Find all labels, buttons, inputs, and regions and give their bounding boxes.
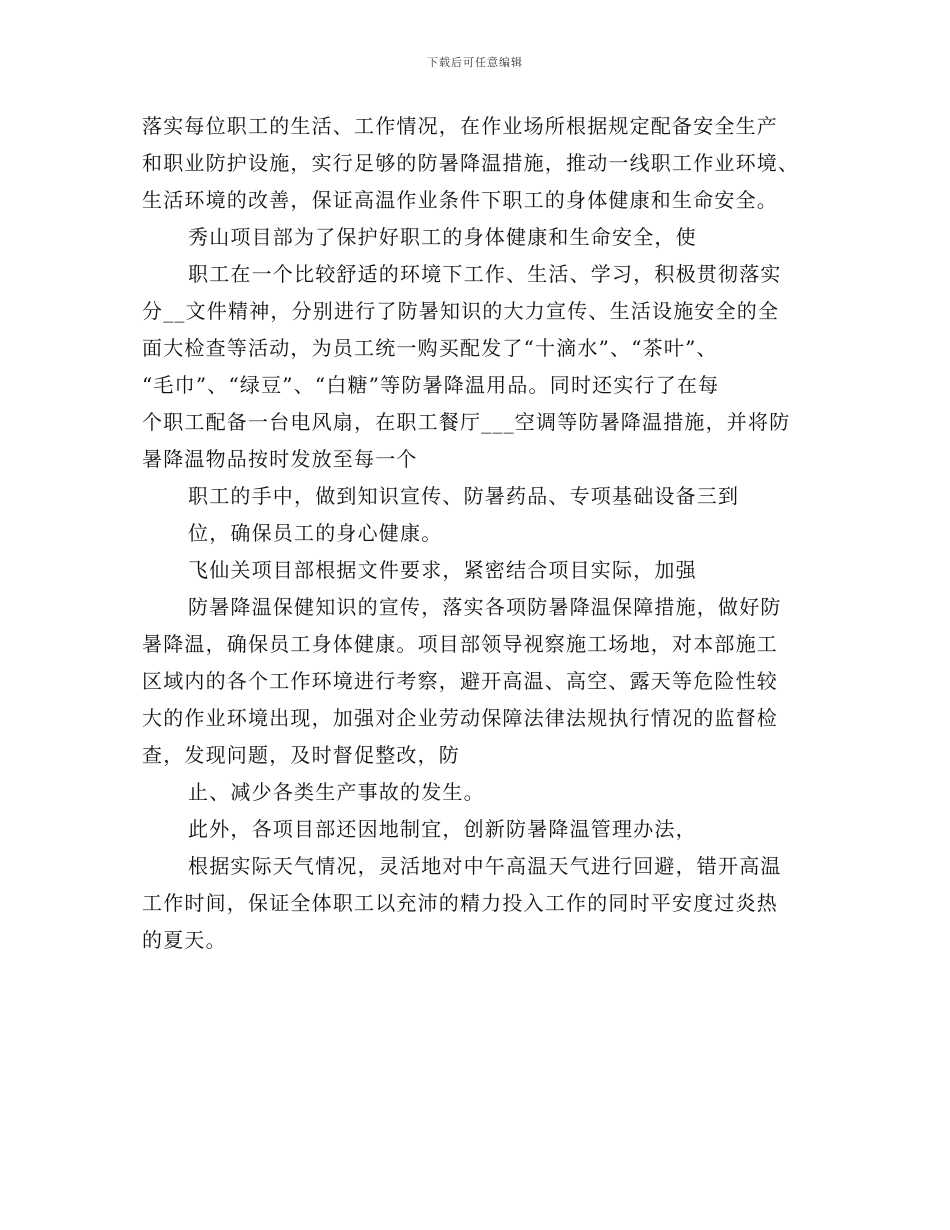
- text-line: 查，发现问题，及时督促整改，防: [142, 743, 460, 767]
- text-line: 落实每位职工的生活、工作情况，在作业场所根据规定配备安全生产: [142, 114, 778, 138]
- text-line: 分__文件精神，分别进行了防暑知识的大力宣传、生活设施安全的全: [142, 299, 780, 323]
- text-line: 区域内的各个工作环境进行考察，避开高温、高空、露天等危险性较: [142, 669, 778, 693]
- text-line: 面大检查等活动，为员工统一购买配发了“十滴水”、“茶叶”、: [142, 336, 718, 360]
- text-line: “毛巾”、“绿豆”、“白糖”等防暑降温用品。同时还实行了在每: [142, 373, 720, 397]
- text-line: 秀山项目部为了保护好职工的身体健康和生命安全，使: [188, 225, 697, 249]
- text-line: 个职工配备一台电风扇，在职工餐厅___空调等防暑降温措施，并将防: [142, 410, 791, 434]
- text-line: 和职业防护设施，实行足够的防暑降温措施，推动一线职工作业环境、: [142, 151, 800, 175]
- text-line: 职工的手中，做到知识宣传、防暑药品、专项基础设备三到: [188, 484, 740, 508]
- text-line: 大的作业环境出现，加强对企业劳动保障法律法规执行情况的监督检: [142, 706, 778, 730]
- text-line: 根据实际天气情况，灵活地对中午高温天气进行回避，错开高温: [188, 854, 782, 878]
- text-line: 暑降温物品按时发放至每一个: [142, 447, 418, 471]
- text-line: 职工在一个比较舒适的环境下工作、生活、学习，积极贯彻落实: [188, 262, 782, 286]
- text-line: 生活环境的改善，保证高温作业条件下职工的身体健康和生命安全。: [142, 188, 778, 212]
- text-line: 工作时间，保证全体职工以充沛的精力投入工作的同时平安度过炎热: [142, 891, 778, 915]
- text-line: 止、减少各类生产事故的发生。: [188, 780, 485, 804]
- text-line: 防暑降温保健知识的宣传，落实各项防暑降温保障措施，做好防: [188, 595, 782, 619]
- page-header-note: 下载后可任意编辑: [427, 56, 523, 69]
- text-line: 飞仙关项目部根据文件要求，紧密结合项目实际，加强: [188, 558, 697, 582]
- text-line: 暑降温，确保员工身体健康。项目部领导视察施工场地，对本部施工: [142, 632, 778, 656]
- document-body: [142, 108, 822, 959]
- text-line: 的夏天。: [142, 928, 227, 952]
- text-line: 此外，各项目部还因地制宜，创新防暑降温管理办法，: [188, 817, 697, 841]
- text-line: 位，确保员工的身心健康。: [188, 521, 443, 545]
